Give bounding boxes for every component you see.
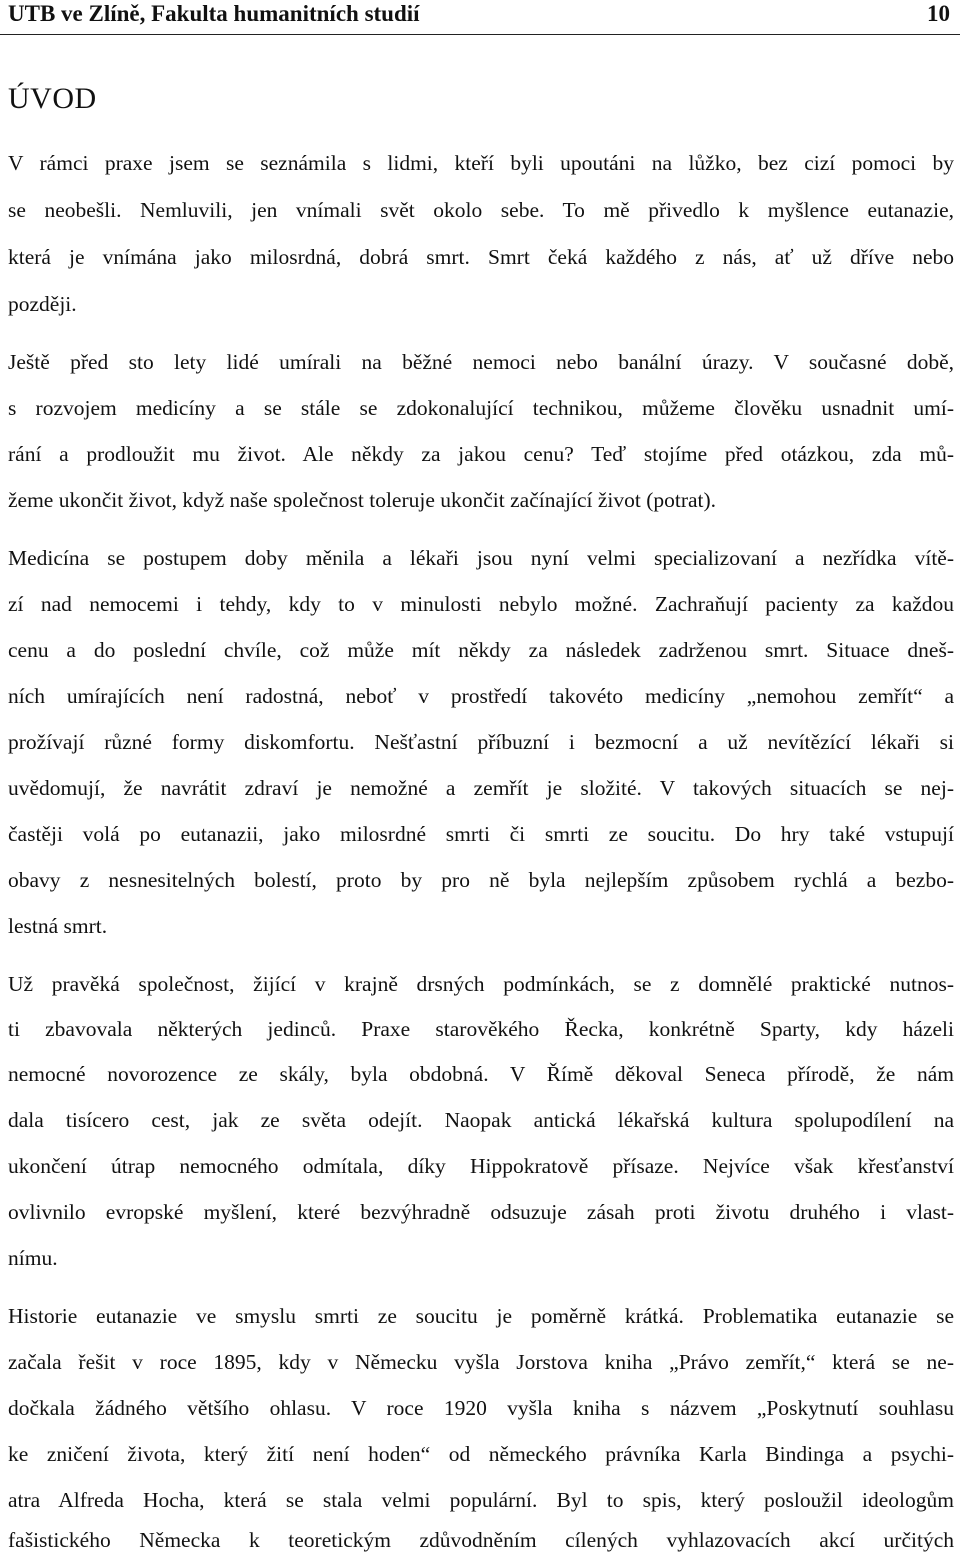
text-line: ukončení útrap nemocného odmítala, díky Hippokratově přísaze. Nejvíce však křesťanství: [8, 1154, 954, 1178]
page-number: 10: [927, 1, 950, 26]
page-header: [0, 0, 960, 35]
text-line: ti zbavovala některých jedinců. Praxe starověkého Řecka, konkrétně Sparty, kdy házeli: [8, 1017, 954, 1041]
text-line: ovlivnilo evropské myšlení, které bezvýhradně odsuzuje zásah proti životu druhého i vlast-: [8, 1200, 954, 1224]
text-line: nemocné novorozence ze skály, byla obdobná. V Římě děkoval Seneca přírodě, že nám: [8, 1062, 954, 1086]
text-line: ke zničení života, který žití není hoden“ od německého právníka Karla Bindinga a psychi-: [8, 1442, 954, 1466]
text-line: později.: [8, 292, 77, 316]
text-line: lestná smrt.: [8, 914, 108, 938]
text-line: nímu.: [8, 1246, 58, 1270]
text-line: dala tisícero cest, jak ze světa odejít. Naopak antická lékařská kultura spolupodílení na: [8, 1108, 954, 1132]
text-line: obavy z nesnesitelných bolestí, proto by pro ně byla nejlepším způsobem rychlá a bezbo-: [8, 868, 954, 892]
text-line: V rámci praxe jsem se seznámila s lidmi, kteří byli upoutáni na lůžko, bez cizí pomoci by: [8, 151, 954, 175]
text-line: se neobešli. Nemluvili, jen vnímali svět okolo sebe. To mě přivedlo k myšlence eutanazie,: [8, 198, 954, 222]
text-line: která je vnímána jako milosrdná, dobrá smrt. Smrt čeká každého z nás, ať už dříve nebo: [8, 245, 954, 269]
text-line: atra Alfreda Hocha, která se stala velmi populární. Byl to spis, který posloužil ideologům: [8, 1488, 954, 1512]
text-line: Historie eutanazie ve smyslu smrti ze soucitu je poměrně krátká. Problematika eutanazie se: [8, 1304, 954, 1328]
text-line: dočkala žádného většího ohlasu. V roce 1920 vyšla kniha s názvem „Poskytnutí souhlasu: [8, 1396, 954, 1420]
text-line: začala řešit v roce 1895, kdy v Německu vyšla Jorstova kniha „Právo zemřít,“ která se ne-: [8, 1350, 954, 1374]
text-line: rání a prodloužit mu život. Ale někdy za jakou cenu? Teď stojíme před otázkou, zda mů-: [8, 442, 954, 466]
text-line: žeme ukončit život, když naše společnost toleruje ukončit začínající život (potrat).: [8, 488, 717, 512]
text-line: Medicína se postupem doby měnila a lékaři jsou nyní velmi specializovaní a nezřídka vítě-: [8, 546, 954, 570]
text-line: častěji volá po eutanazii, jako milosrdné smrti či smrti ze soucitu. Do hry také vstupují: [8, 822, 954, 846]
text-line: prožívají různé formy diskomfortu. Nešťastní příbuzní i bezmocní a už nevítězící lékaři si: [8, 730, 954, 754]
running-header-title: UTB ve Zlíně, Fakulta humanitních studií: [8, 1, 420, 26]
text-line: Už pravěká společnost, žijící v krajně drsných podmínkách, se z domnělé praktické nutnos-: [8, 972, 954, 996]
text-line: ních umírajících není radostná, neboť v prostředí takovéto medicíny „nemohou zemřít“ a: [8, 684, 954, 708]
text-line: fašistického Německa k teoretickým zdůvodněním cílených vyhlazovacích akcí určitých: [8, 1528, 954, 1552]
text-line: Ještě před sto lety lidé umírali na běžné nemoci nebo banální úrazy. V současné době,: [8, 350, 954, 374]
text-line: zí nad nemocemi i tehdy, kdy to v minulosti nebylo možné. Zachraňují pacienty za každou: [8, 592, 954, 616]
text-line: uvědomují, že navrátit zdraví je nemožné a zemřít je složité. V takových situacích se nej-: [8, 776, 954, 800]
text-line: s rozvojem medicíny a se stále se zdokonalující technikou, můžeme člověku usnadnit umí-: [8, 396, 954, 420]
text-line: cenu a do poslední chvíle, což může mít někdy za následek zadrženou smrt. Situace dneš-: [8, 638, 954, 662]
chapter-title: ÚVOD: [8, 82, 97, 115]
